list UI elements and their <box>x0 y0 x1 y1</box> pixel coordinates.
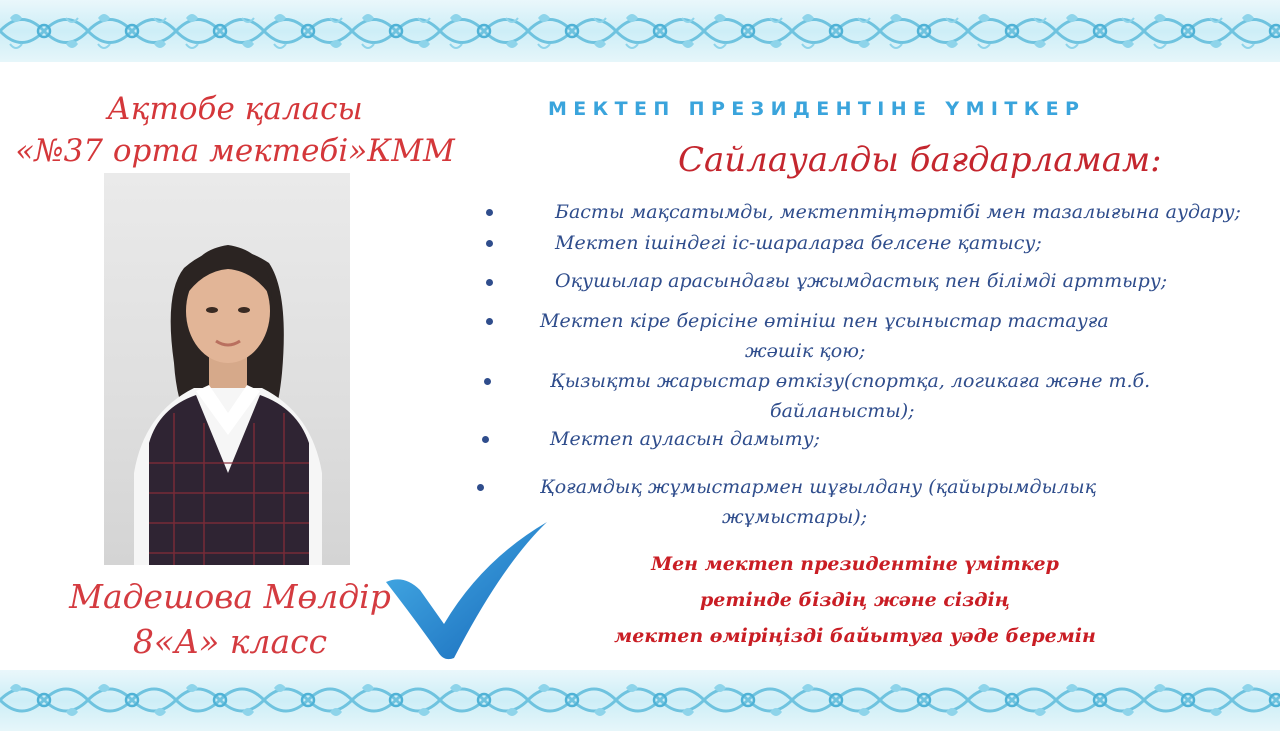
program-item-text: Қоғамдық жұмыстармен шұғылдану (қайырымдылық <box>540 476 1097 498</box>
candidate-portrait <box>104 173 350 565</box>
bullet-icon <box>486 318 493 325</box>
program-item-5 <box>550 366 1150 396</box>
program-item-text: Қызықты жарыстар өткізу(спортқа, логикаға және т.б. <box>550 370 1151 392</box>
program-item-4 <box>540 306 1109 336</box>
program-item-3 <box>555 266 1167 296</box>
program-item-text: байланысты); <box>770 400 915 422</box>
program-item-7 <box>540 472 1096 502</box>
top-ornament-pattern <box>0 0 1280 62</box>
bullet-icon <box>486 209 493 216</box>
program-item-text: жұмыстары); <box>722 506 868 528</box>
bottom-ornament-pattern <box>0 670 1280 731</box>
bullet-icon <box>482 436 489 443</box>
program-title: Сайлауалды бағдарламам: <box>678 140 1162 180</box>
program-item-text: Оқушылар арасындағы ұжымдастық пен білімді арттыру; <box>555 270 1168 292</box>
program-item-text: жәшік қою; <box>745 340 866 362</box>
program-item-5-cont <box>770 396 915 426</box>
bullet-icon <box>477 484 484 491</box>
school-name-line: «№37 орта мектебі»КММ <box>15 133 455 169</box>
bottom-ornament-border <box>0 670 1280 731</box>
program-item-4-cont <box>745 336 865 366</box>
program-item-text: Мектеп ауласын дамыту; <box>550 428 821 450</box>
school-city-line: Ақтобе қаласы <box>107 91 363 127</box>
program-item-text: Мектеп кіре берісіне өтініш пен ұсыныстар тастауға <box>540 310 1109 332</box>
program-item-1 <box>555 197 1241 227</box>
checkmark-icon <box>382 520 552 665</box>
candidate-name: Мадешова Мөлдір <box>69 577 391 616</box>
promise-line-1: Мен мектеп президентіне үміткер <box>651 553 1059 575</box>
candidate-heading: МЕКТЕП ПРЕЗИДЕНТІНЕ ҮМІТКЕР <box>548 98 1086 120</box>
program-item-text: Басты мақсатымды, мектептіңтәртібі мен тазалығына аудару; <box>555 201 1241 223</box>
promise-line-2: ретінде біздің және сіздің <box>700 589 1010 611</box>
bullet-icon <box>484 378 491 385</box>
program-item-text: Мектеп ішіндегі іс-шараларға белсене қатысу; <box>555 232 1042 254</box>
bullet-icon <box>486 240 493 247</box>
bullet-icon <box>486 279 493 286</box>
candidate-class: 8«А» класс <box>132 622 328 661</box>
program-item-6 <box>550 424 820 454</box>
program-item-7-cont <box>722 502 867 532</box>
promise-line-3: мектеп өміріңізді байытуға уәде беремін <box>614 625 1096 647</box>
top-ornament-border <box>0 0 1280 62</box>
program-item-2 <box>555 228 1042 258</box>
candidate-photo <box>104 173 350 565</box>
